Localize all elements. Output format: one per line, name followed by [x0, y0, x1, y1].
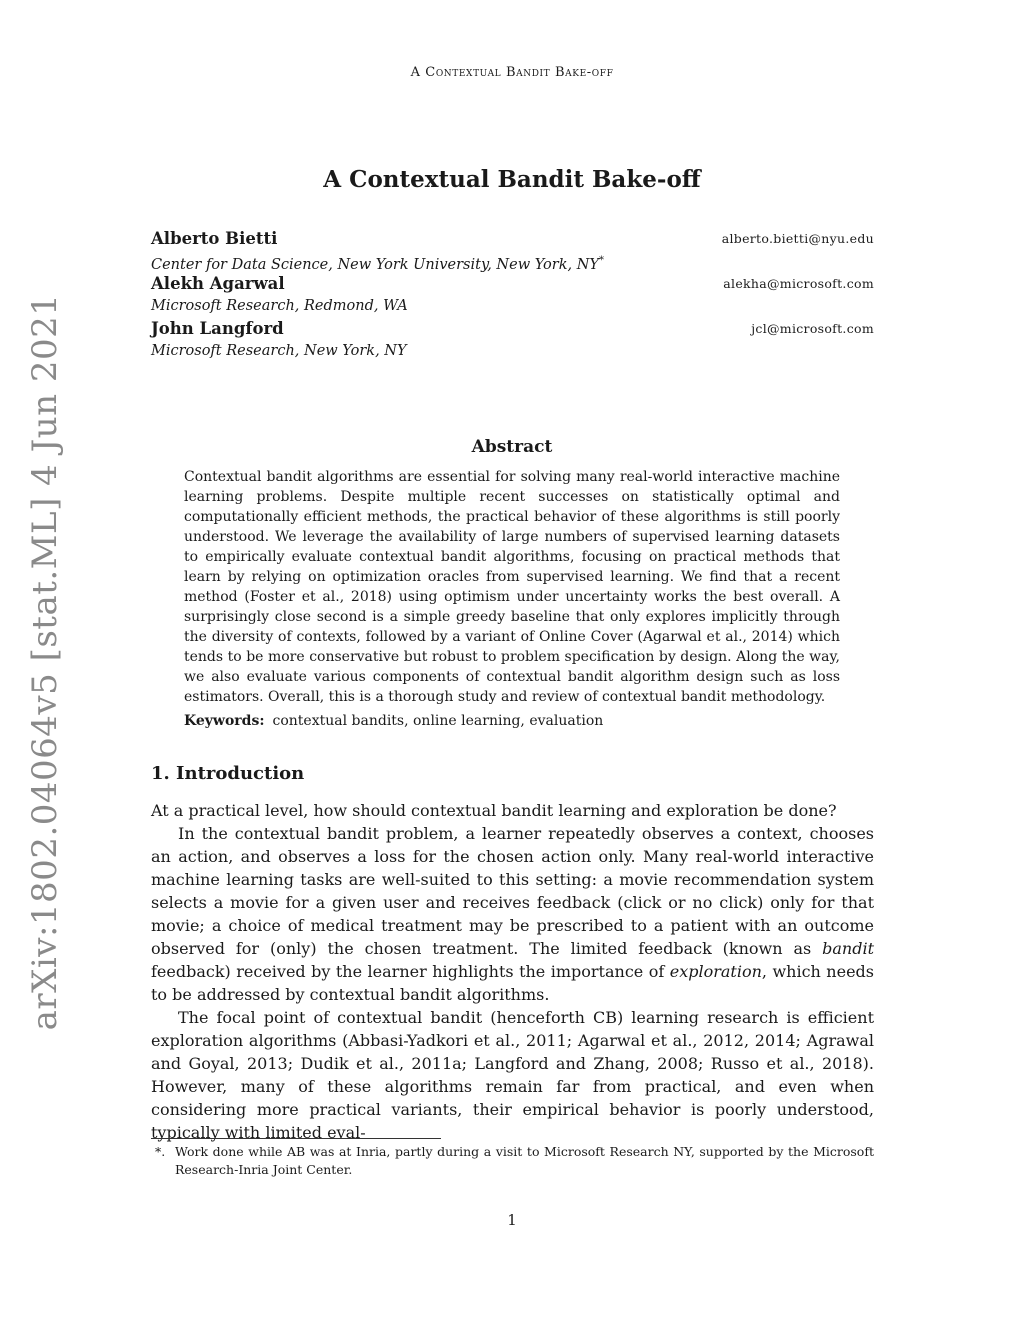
keywords-label: Keywords:	[184, 713, 265, 729]
author-name: John Langford	[151, 319, 284, 338]
author-email[interactable]: jcl@microsoft.com	[751, 321, 874, 336]
author-name: Alberto Bietti	[151, 229, 278, 248]
author-affiliation: Microsoft Research, New York, NY	[151, 343, 407, 359]
footnote-mark: *	[598, 255, 604, 266]
author-email[interactable]: alekha@microsoft.com	[723, 276, 874, 291]
author-row	[151, 317, 874, 340]
section-heading: 1. Introduction	[151, 763, 305, 784]
paragraph: In the contextual bandit problem, a learner repeatedly observes a context, chooses an action, and observes a loss for the chosen action only. Many real-world interactive machine learning tasks are well-suited to this setting: a movie recommendation system selects a movie for a given user and receives feedback (click or no click) only for that movie; a choice of medical treatment may be prescribed to a patient with an outcome observed for (only) the chosen treatment. The limited feedback (known as bandit feedback) received by the learner highlights the importance of exploration, which needs to be addressed by contextual bandit algorithms.	[151, 824, 875, 1004]
paper-title: A Contextual Bandit Bake-off	[323, 166, 701, 193]
author-affiliation: Center for Data Science, New York University, New York, NY*	[151, 255, 604, 273]
page-number: 1	[507, 1211, 517, 1229]
abstract-heading: Abstract	[471, 437, 553, 457]
footnote-mark: *.	[155, 1144, 166, 1159]
author-row	[151, 272, 874, 295]
author-row	[151, 227, 874, 250]
arxiv-stamp: arXiv:1802.04064v5 [stat.ML] 4 Jun 2021	[25, 293, 65, 1031]
paragraph: At a practical level, how should contextual bandit learning and exploration be done?	[151, 801, 837, 820]
author-email[interactable]: alberto.bietti@nyu.edu	[721, 231, 874, 246]
author-block	[151, 227, 874, 362]
running-head: A Contextual Bandit Bake-off	[410, 65, 614, 80]
keywords	[184, 711, 840, 731]
intro-body	[151, 799, 874, 1144]
author-affiliation: Microsoft Research, Redmond, WA	[151, 298, 408, 314]
paragraph: The focal point of contextual bandit (henceforth CB) learning research is efficient exploration algorithms (Abbasi-Yadkori et al., 2011; Agarwal et al., 2012, 2014; Agrawal and Goyal, 2013; Dudik et al., 2011a; Langford and Zhang, 2008; Russo et al., 2018). However, many of these algorithms remain far from practical, and even when considering more practical variants, their empirical behavior is poorly understood, typically with limited eval-	[151, 1008, 874, 1142]
footnote-text: Work done while AB was at Inria, partly during a visit to Microsoft Research NY, supported by the Microsoft Research-Inria Joint Center.	[175, 1144, 874, 1177]
keywords-list: contextual bandits, online learning, evaluation	[272, 713, 604, 729]
abstract-text: Contextual bandit algorithms are essential for solving many real-world interactive machine learning problems. Despite multiple recent successes on statistically optimal and computationally efficient methods, the practical behavior of these algorithms is still poorly understood. We leverage the availability of large numbers of supervised learning datasets to empirically evaluate contextual bandit algorithms, focusing on practical methods that learn by relying on optimization oracles from supervised learning. We find that a recent method (Foster et al., 2018) using optimism under uncertainty works the best overall. A surprisingly close second is a simple greedy baseline that only explores implicitly through the diversity of contexts, followed by a variant of Online Cover (Agarwal et al., 2014) which tends to be more conservative but robust to problem specification by design. Along the way, we also evaluate various components of contextual bandit algorithm design such as loss estimators. Overall, this is a thorough study and review of contextual bandit methodology.	[184, 469, 840, 705]
author-name: Alekh Agarwal	[151, 274, 285, 293]
footnote	[151, 1143, 874, 1179]
footnote-rule	[151, 1138, 441, 1139]
